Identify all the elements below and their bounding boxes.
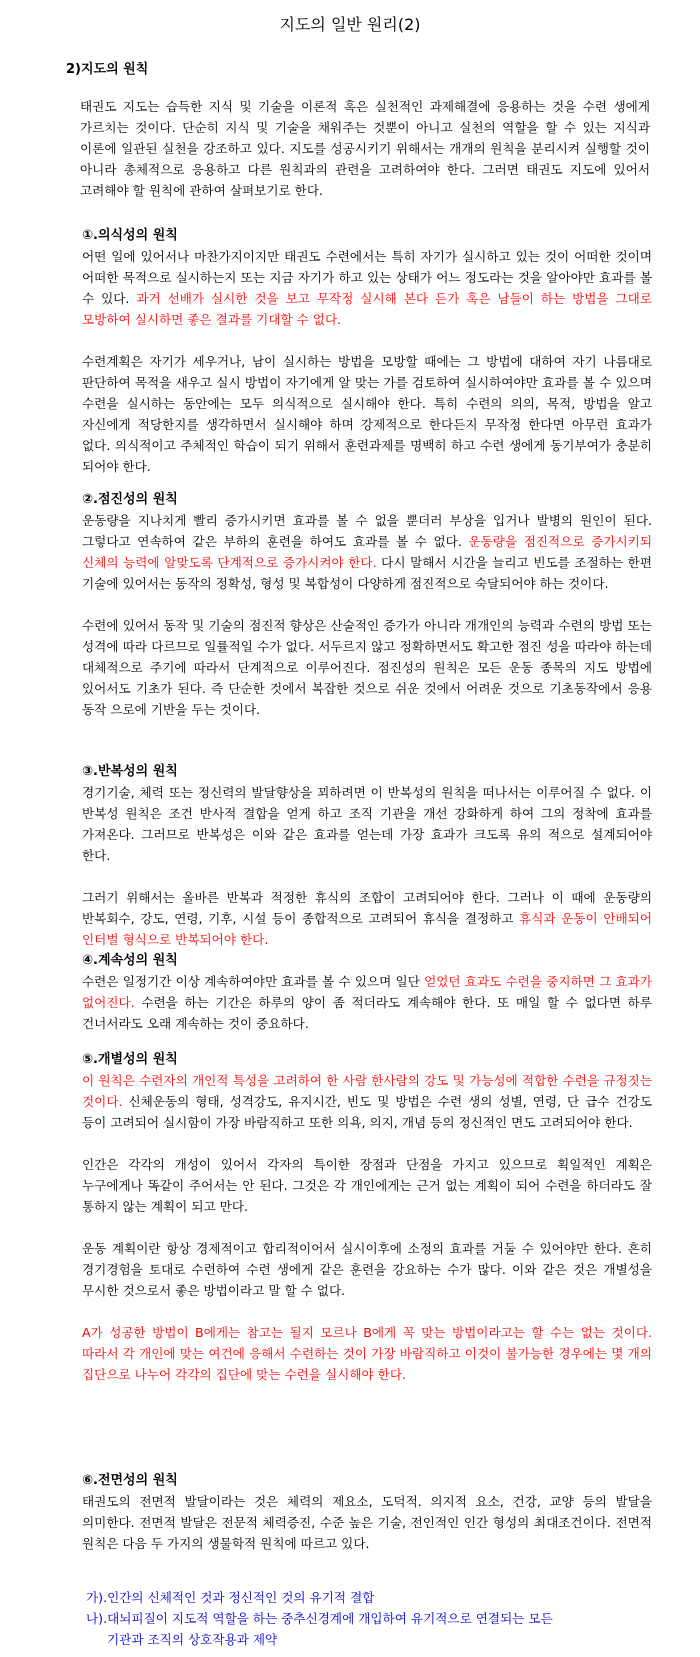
principle-repetition — [82, 762, 652, 950]
list-item-text: 나).대뇌피질이 지도적 역할을 하는 중추신경계에 개입하여 유기적으로 연결되는 모든 — [86, 1611, 553, 1626]
principle-heading: ①.의식성의 원칙 — [82, 228, 178, 243]
principle-paragraph: 수련계획은 자기가 세우거나, 남이 실시하는 방법을 모방할 때에는 그 방법에 대하여 자기 나름대로 판단하여 목적을 새우고 실시 방법이 자기에게 알 맞는 가를 검토하여 실시하여야만 효과를 볼 수 있으며 수련을 실시하는 동안에는 모두 의식적으로 실시해야 한다. 특히 수련의 의의, 목적, 방법을 알고 자신에게 적당한지를 생각하면서 실시해야 하며 강제적으로 한다든지 무작정 한다면 아무런 효과가 없다. 의식적이고 주체적인 학습이 되기 위해서 훈련과제를 명백히 하고 수련 생에게 동기부여가 충분히 되어야 한다. — [82, 354, 652, 474]
list-item — [86, 1587, 656, 1608]
paragraph-text: 어떤 일에 있어서나 마찬가지이지만 태권도 수련에서는 특히 자기가 실시하고 있는 것이 어떠한 것이며 어떠한 목적으로 실시하는지 또는 지금 자기가 하고 있는 상태가 어느 정도라는 것을 알아야만 효과를 볼 수 있다. — [82, 249, 652, 306]
highlighted-text: 운동량을 점진적으로 증가시키되 신체의 능력에 알맞도록 단계적으로 증가시켜야 한다. — [82, 534, 652, 570]
paragraph-text: 수련은 일정기간 이상 계속하여야만 효과를 볼 수 있으며 일단 — [82, 974, 425, 989]
paragraph-text: 그러기 위해서는 올바른 반복과 적정한 휴식의 조합이 고려되어야 한다. 그러나 이 때에 운동량의 반복회수, 강도, 연령, 기후, 시설 등이 종합적으로 고려되어 휴식을 결정하고 — [82, 890, 652, 926]
principle-paragraph — [82, 246, 652, 330]
principle-heading: ⑤.개별성의 원칙 — [82, 1052, 178, 1067]
principle-paragraph: 수련에 있어서 동작 및 기술의 점진적 향상은 산술적인 증가가 아니라 개개인의 능력과 수련의 방법 또는 성격에 따라 다르므로 일률적일 수가 없다. 서두르지 않고 정확하면서도 확고한 점진 성을 따라야 하는데 대체적으로 주기에 따라서 단계적으로 이루어진다. 점진성의 원칙은 모든 운동 종목의 지도 방법에 있어서도 기초가 된다. 즉 단순한 것에서 복잡한 것으로 쉬운 것에서 어려운 것으로 기초동작에서 응용 동작 으로에 기반을 두는 것이다. — [82, 618, 652, 717]
principle-continuity — [82, 951, 652, 1034]
paragraph-text: 수련을 하는 기간은 하루의 양이 좀 적더라도 계속해야 한다. 또 매일 할 수 없다면 하루 건너서라도 오래 계속하는 것이 중요하다. — [82, 995, 652, 1031]
principle-individuality — [82, 1050, 652, 1385]
highlighted-text: 이 원칙은 수련자의 개인적 특성을 고려하여 한 사람 한사람의 강도 및 가능성에 적합한 수련을 규정짓는 것이다. — [82, 1073, 652, 1109]
highlighted-text: 얻었던 효과도 수련을 중지하면 그 효과가 없어진다. — [82, 974, 652, 1010]
list-item — [86, 1608, 656, 1650]
sub-item-list — [86, 1587, 656, 1650]
intro-paragraph: 태권도 지도는 습득한 지식 및 기술을 이론적 혹은 실천적인 과제해결에 응용하는 것을 수련 생에게 가르치는 것이다. 단순히 지식 및 기술을 채워주는 것뿐이 아니고 실천의 역할을 할 수 있는 지식과 이론에 일관된 실천을 강조하고 있다. 지도를 성공시키기 위해서는 개개의 원칙을 분리시켜 실행할 것이 아니라 총체적으로 응용하고 다른 원칙과의 관련을 고려하여야 한다. 그러면 태권도 지도에 있어서 고려해야 할 원칙에 관하여 살펴보기로 한다. — [80, 99, 650, 198]
section-heading: 2)지도의 원칙 — [66, 62, 149, 77]
principle-heading: ③.반복성의 원칙 — [82, 764, 178, 779]
paragraph-text: 다시 말해서 시간을 늘리고 빈도를 조절하는 한편 기술에 있어서는 동작의 정확성, 형성 및 복합성이 다양하게 점진적으로 숙달되어야 하는 것이다. — [82, 555, 652, 591]
principle-paragraph — [82, 1070, 652, 1133]
principle-heading: ⑥.전면성의 원칙 — [82, 1473, 178, 1488]
principle-heading: ②.점진성의 원칙 — [82, 492, 178, 507]
highlighted-paragraph: A가 성공한 방법이 B에게는 참고는 될지 모르나 B에게 꼭 맞는 방법이라고는 할 수는 없는 것이다. 따라서 각 개인에 맞는 여건에 응해서 수련하는 것이 가장 바람직하고 이것이 불가능한 경우에는 몇 개의 집단으로 나누어 각각의 집단에 맞는 수련을 실시해야 한다. — [82, 1325, 652, 1382]
principle-paragraph — [82, 971, 652, 1034]
highlighted-text: 휴식과 운동이 안배되어 인터벌 형식으로 반복되어야 한다. — [82, 911, 652, 947]
list-item-continuation: 기관과 조직의 상호작용과 제약 — [107, 1632, 278, 1647]
principle-paragraph: 태권도의 전면적 발달이라는 것은 체력의 제요소, 도덕적. 의지적 요소, 건강, 교양 등의 발달을 의미한다. 전면적 발달은 전문적 체력증진, 수준 높은 기술, 전인적인 인간 형성의 최대조건이다. 전면적 원칙은 다음 두 가지의 생물학적 원칙에 따르고 있다. — [82, 1494, 652, 1551]
principle-paragraph: 경기기술, 체력 또는 정신력의 발달향상을 꾀하려면 이 반복성의 원칙을 떠나서는 이루어질 수 없다. 이 반복성 원칙은 조건 반사적 결합을 얻게 하고 조직 기관을 개선 강화하게 하여 그의 정착에 효과를 가져온다. 그러므로 반복성은 이와 같은 효과를 얻는데 가장 효과가 크도록 유의 적으로 설계되어야 한다. — [82, 785, 652, 863]
principle-heading: ④.계속성의 원칙 — [82, 953, 178, 968]
principle-paragraph — [82, 887, 652, 950]
principle-gradualness — [82, 490, 652, 720]
highlighted-text: 과거 선배가 실시한 것을 보고 무작정 실시해 본다 든가 혹은 남들이 하는 방법을 그대로 모방하여 실시하면 좋은 결과를 기대할 수 없다. — [82, 291, 652, 327]
principle-paragraph: 인간은 각각의 개성이 있어서 각자의 특이한 장점과 단점을 가지고 있으므로 획일적인 계획은 누구에게나 똑같이 주어서는 안 된다. 그것은 각 개인에게는 근거 없는 계획이 되어 수련을 하더라도 잘 통하지 않는 계획이 되고 만다. — [82, 1157, 652, 1214]
principle-comprehensiveness — [82, 1471, 652, 1554]
list-item-text: 가).인간의 신체적인 것과 정신적인 것의 유기적 결합 — [86, 1590, 375, 1605]
principle-consciousness — [82, 226, 652, 477]
principle-paragraph — [82, 510, 652, 594]
paragraph-text: 신체운동의 형태, 성격강도, 유지시간, 빈도 및 방법은 수련 생의 성별, 연령, 단 급수 건강도 등이 고려되어 실시함이 가장 바람직하고 또한 의욕, 의지, 개념 등의 정신적인 면도 고려되어야 한다. — [82, 1094, 652, 1130]
page-title: 지도의 일반 원리(2) — [279, 15, 421, 34]
paragraph-text: 운동량을 지나치게 빨리 증가시키면 효과를 볼 수 없을 뿐더러 부상을 입거나 발병의 원인이 된다. 그렇다고 연속하여 같은 부하의 훈련을 하여도 효과를 볼 수 없다. — [82, 513, 652, 549]
principle-paragraph: 운동 계획이란 항상 경제적이고 합리적이어서 실시이후에 소정의 효과를 거둘 수 있어야만 한다. 흔히 경기경험을 토대로 수련하여 수련 생에게 같은 훈련을 강요하는 수가 많다. 이와 같은 것은 개별성을 무시한 것으로서 좋은 방법이라고 말 할 수 없다. — [82, 1241, 652, 1298]
